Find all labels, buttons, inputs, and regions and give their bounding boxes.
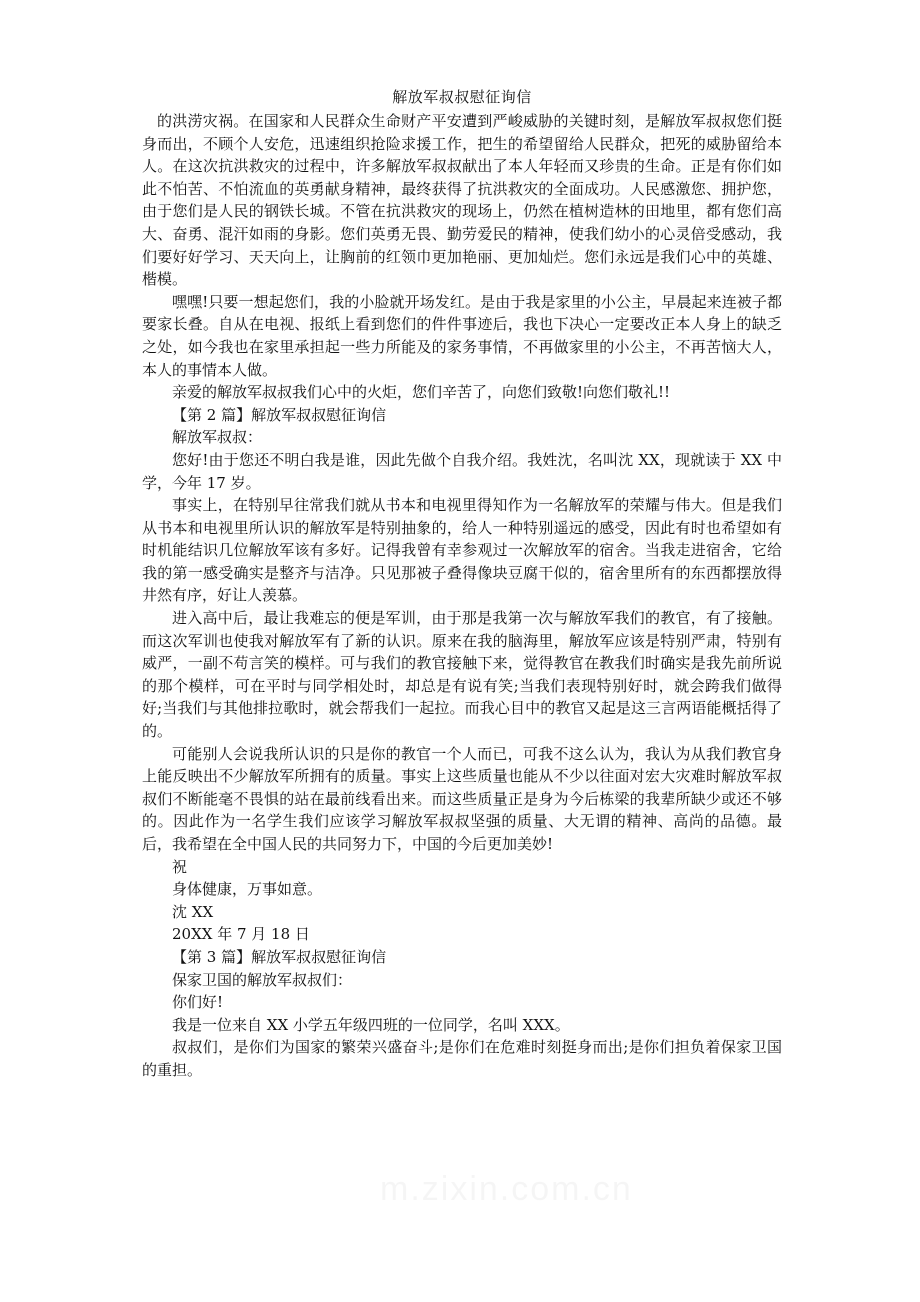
- closing-wish: 祝: [172, 857, 188, 876]
- paragraph-4: 您好!由于您还不明白我是谁，因此先做个自我介绍。我姓沈，名叫沈 XX，现就读于 XX 中学，今年 17 岁。: [142, 450, 782, 492]
- date: 20XX 年 7 月 18 日: [172, 925, 310, 944]
- paragraph-3: 亲爱的解放军叔叔我们心中的火炬，您们辛苦了，向您们致敬!向您们敬礼!!: [172, 383, 671, 402]
- watermark-text: [380, 1170, 633, 1209]
- section-heading-2: 【第 2 篇】解放军叔叔慰征询信: [172, 405, 387, 424]
- closing-blessing: 身体健康，万事如意。: [172, 880, 323, 899]
- paragraph-6: 进入高中后，最让我难忘的便是军训，由于那是我第一次与解放军我们的教官，有了接触。而这次军训也使我对解放军有了新的认识。原来在我的脑海里，解放军应该是特别严肃，特别有威严，一副不苟言笑的模样。可与我们的教官接触下来，觉得教官在教我们时确实是我先前所说的那个模样，可在平时与同学相处时，却总是有说有笑;当我们表现特别好时，就会跨我们做得好;当我们与其他排拉歌时，就会帮我们一起拉。而我心目中的教官又起是这三言两语能概括得了的。: [142, 609, 782, 741]
- paragraph-1: 的洪涝灾祸。在国家和人民群众生命财产平安遭到严峻威胁的关键时刻，是解放军叔叔您们挺身而出，不顾个人安危，迅速组织抢险求援工作，把生的希望留给人民群众，把死的威胁留给本人。在这次抗洪救灾的过程中，许多解放军叔叔献出了本人年轻而又珍贵的生命。正是有你们如此不怕苦、不怕流血的英勇献身精神，最终获得了抗洪救灾的全面成功。人民感激您、拥护您，由于您们是人民的钢铁长城。不管在抗洪救灾的现场上，仍然在植树造林的田地里，都有您们高大、奋勇、混汗如雨的身影。您们英勇无畏、勤劳爱民的精神，使我们幼小的心灵倍受感动，我们要好好学习、天天向上，让胸前的红领巾更加艳丽、更加灿烂。您们永远是我们心中的英雄、楷模。: [142, 112, 782, 289]
- paragraph-9: 叔叔们，是你们为国家的繁荣兴盛奋斗;是你们在危难时刻挺身而出;是你们担负着保家卫国的重担。: [142, 1038, 782, 1079]
- document-title: 解放军叔叔慰征询信: [392, 88, 532, 106]
- signature: 沈 XX: [172, 902, 214, 921]
- paragraph-5: 事实上，在特别早往常我们就从书本和电视里得知作为一名解放军的荣耀与伟大。但是我们从书本和电视里所认识的解放军是特别抽象的，给人一种特别遥远的感受，因此有时也希望如有时机能结识几位解放军该有多好。记得我曾有幸参观过一次解放军的宿舍。当我走进宿舍，它给我的第一感受确实是整齐与洁净。只见那被子叠得像块豆腐干似的，宿舍里所有的东西都摆放得井然有序，好让人羡慕。: [142, 496, 782, 605]
- salutation-2: 解放军叔叔：: [172, 428, 263, 447]
- paragraph-8: 我是一位来自 XX 小学五年级四班的一位同学，名叫 XXX。: [172, 1015, 570, 1034]
- section-heading-3: 【第 3 篇】解放军叔叔慰征询信: [172, 947, 387, 966]
- salutation-3: 保家卫国的解放军叔叔们：: [172, 970, 353, 989]
- paragraph-7: 可能别人会说我所认识的只是你的教官一个人而已，可我不这么认为，我认为从我们教官身上能反映出不少解放军所拥有的质量。事实上这些质量也能从不少以往面对宏大灾难时解放军叔叔们不断能毫不畏惧的站在最前线看出来。而这些质量正是身为今后栋梁的我辈所缺少或还不够的。因此作为一名学生我们应该学习解放军叔叔坚强的质量、大无谓的精神、高尚的品德。最后，我希望在全中国人民的共同努力下，中国的今后更加美妙!: [142, 744, 782, 853]
- document-page: [142, 86, 782, 1082]
- greeting-3: 你们好!: [172, 993, 224, 1012]
- paragraph-2: 嘿嘿!只要一想起您们，我的小脸就开场发红。是由于我是家里的小公主，早晨起来连被子都要家长叠。自从在电视、报纸上看到您们的件件事迹后，我也下决心一定要改正本人身上的缺乏之处，如今我也在家里承担起一些力所能及的家务事情，不再做家里的小公主，不再苦恼大人，本人的事情本人做。: [142, 292, 782, 379]
